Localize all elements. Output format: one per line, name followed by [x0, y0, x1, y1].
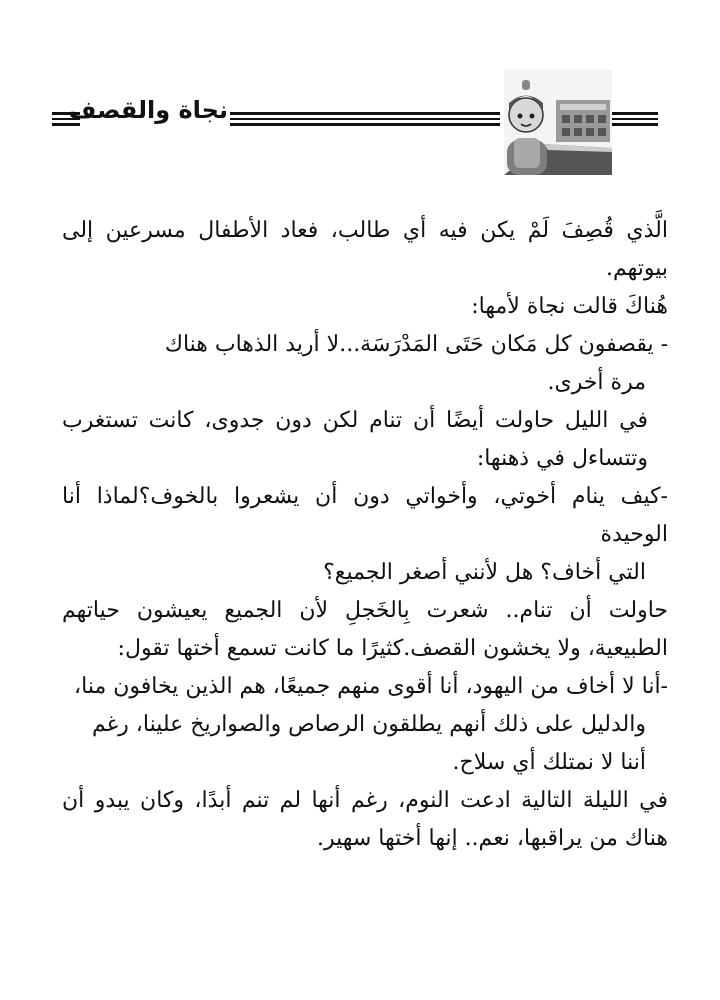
story-paragraph: مرة أخرى.: [547, 370, 646, 395]
story-paragraph: التي أخاف؟ هل لأنني أصغر الجميع؟: [323, 560, 646, 585]
story-paragraph: والدليل على ذلك أنهم يطلقون الرصاص والصواريخ علينا، رغم: [92, 712, 646, 737]
story-paragraph: في الليل حاولت أيضًا أن تنام لكن دون جدوى، كانت تستغرب وتتساءل في ذهنها:: [62, 408, 648, 471]
story-paragraph: هُناكَ قالت نجاة لأمها:: [471, 294, 668, 319]
story-paragraph: -كيف ينام أخوتي، وأخواتي دون أن يشعروا بالخوف؟لماذا أنا الوحيدة: [62, 484, 668, 547]
story-paragraph: أننا لا نمتلك أي سلاح.: [452, 750, 646, 775]
story-text: [62, 212, 668, 858]
story-paragraph: الَّذي قُصِفَ لَمْ يكن فيه أي طالب، فعاد الأطفال مسرعين إلى بيوتهم.: [62, 218, 668, 281]
story-paragraph: حاولت أن تنام.. شعرت بِالخَجلِ لأن الجميع يعيشون حياتهم الطبيعية، ولا يخشون القصف.كثيرًا ما كانت تسمع أختها تقول:: [62, 598, 668, 661]
chapter-title: نجاة والقصف: [68, 96, 228, 124]
header-rule-middle: [230, 112, 500, 126]
header-rule-right: [612, 112, 658, 126]
chapter-header: [52, 70, 662, 175]
story-paragraph: -أنا لا أخاف من اليهود، أنا أقوى منهم جميعًا، هم الذين يخافون منا،: [74, 674, 668, 699]
story-paragraph: في الليلة التالية ادعت النوم، رغم أنها لم تنم أبدًا، وكان يبدو أن هناك من يراقبها، نعم.. إنها أختها سهير.: [62, 788, 668, 851]
story-paragraph: - يقصفون كل مَكان حَتَى المَدْرَسَة...لا أريد الذهاب هناك: [164, 332, 668, 357]
girl-school-illustration: [504, 70, 612, 175]
